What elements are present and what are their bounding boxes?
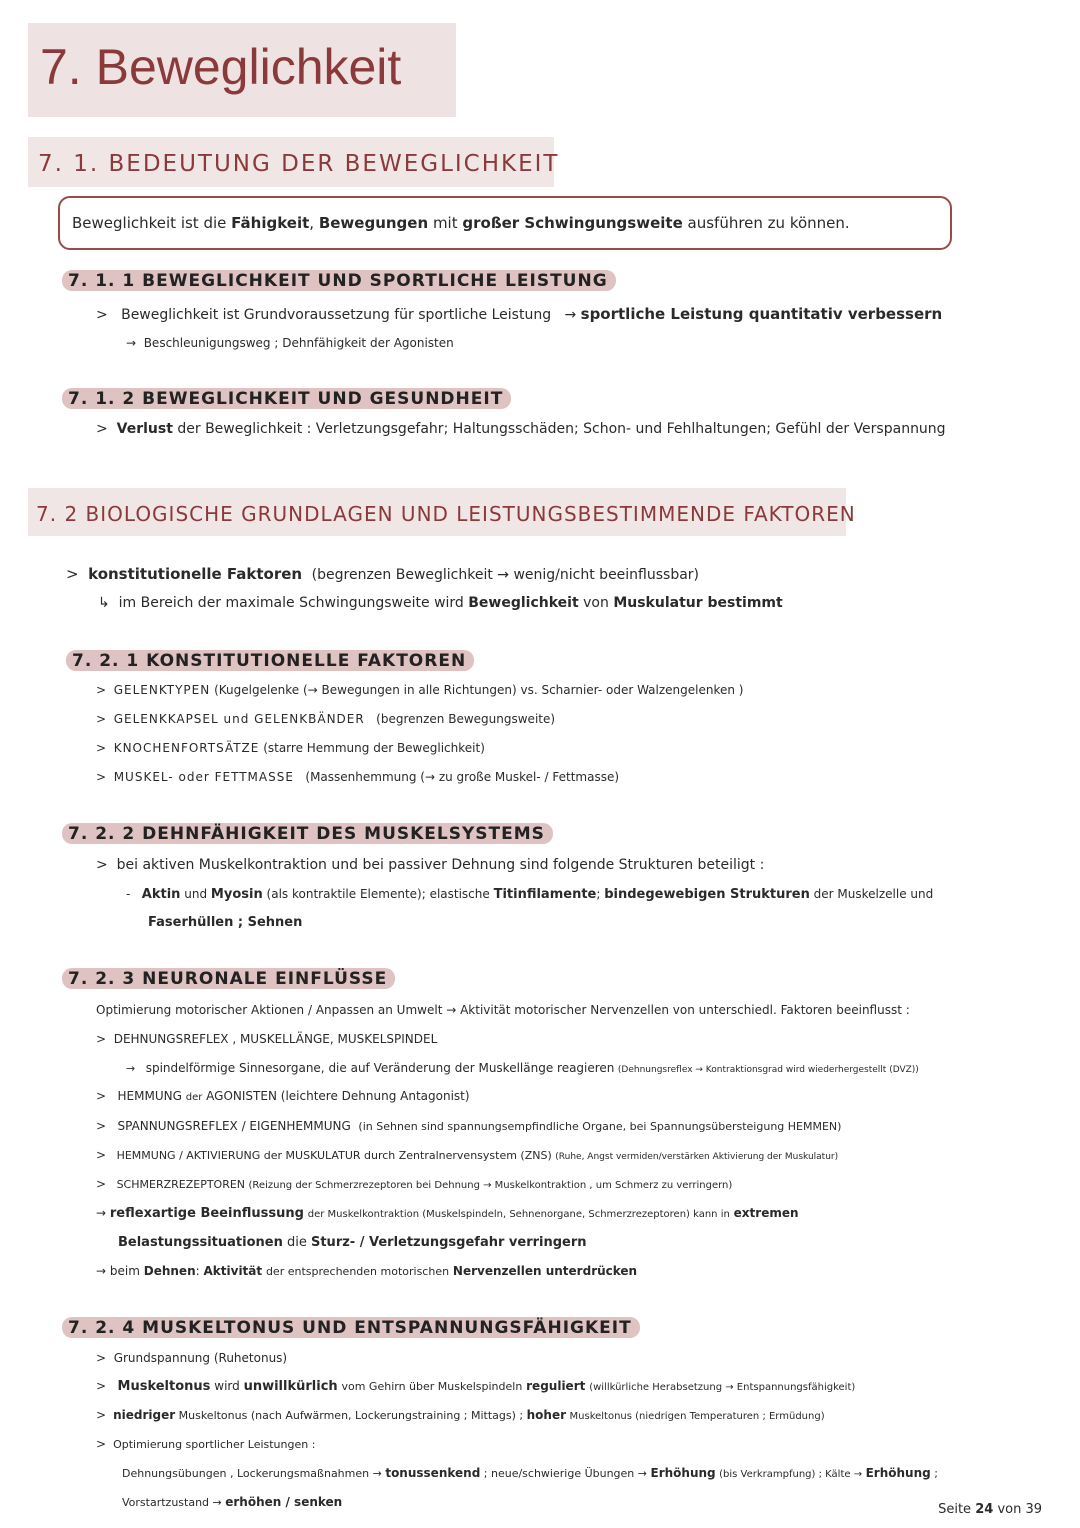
s722-line3: Faserhüllen ; Sehnen — [148, 915, 303, 930]
section-7-2-4-heading: 7. 2. 4 MUSKELTONUS UND ENTSPANNUNGSFÄHIGKEIT — [62, 1318, 640, 1338]
s711-line2: → Beschleunigungsweg ; Dehnfähigkeit der Agonisten — [126, 336, 454, 350]
s722-line1: > bei aktiven Muskelkontraktion und bei passiver Dehnung sind folgende Strukturen beteiligt : — [96, 857, 765, 873]
s723-item3: > SPANNUNGSREFLEX / EIGENHEMMUNG (in Sehnen sind spannungsempfindliche Organe, bei Spannungsübersteigung HEMMEN) — [96, 1119, 842, 1133]
s724-line3: > niedriger Muskeltonus (nach Aufwärmen, Lockerungstraining ; Mittags) ; hoher Muskeltonus (niedrigen Temperaturen ; Ermüdung) — [96, 1408, 825, 1422]
section-7-1-heading: 7. 1. BEDEUTUNG DER BEWEGLICHKEIT — [38, 151, 560, 177]
s723-intro: Optimierung motorischer Aktionen / Anpassen an Umwelt → Aktivität motorischer Nervenzellen von unterschiedl. Faktoren beeinflusst : — [96, 1003, 910, 1017]
s72-line2: ↳ im Bereich der maximale Schwingungsweite wird Beweglichkeit von Muskulatur bestimmt — [98, 595, 783, 611]
section-7-1-2-heading: 7. 1. 2 BEWEGLICHKEIT UND GESUNDHEIT — [62, 389, 511, 409]
s723-result3: → beim Dehnen: Aktivität der entsprechenden motorischen Nervenzellen unterdrücken — [96, 1264, 638, 1278]
s724-line6: Vorstartzustand → erhöhen / senken — [122, 1495, 343, 1509]
section-7-1-1-heading: 7. 1. 1 BEWEGLICHKEIT UND SPORTLICHE LEISTUNG — [62, 271, 616, 291]
definition-text: Beweglichkeit ist die Fähigkeit, Bewegungen mit großer Schwingungsweite ausführen zu können. — [72, 214, 850, 232]
list-item: > MUSKEL- oder FETTMASSE (Massenhemmung (→ zu große Muskel- / Fettmasse) — [96, 770, 620, 784]
section-7-2-3-heading: 7. 2. 3 NEURONALE EINFLÜSSE — [62, 969, 395, 989]
list-item: > KNOCHENFORTSÄTZE (starre Hemmung der Beweglichkeit) — [96, 741, 485, 755]
s711-line1: > Beweglichkeit ist Grundvoraussetzung für sportliche Leistung → sportliche Leistung quantitativ verbessern — [96, 305, 943, 323]
s723-item1-sub: → spindelförmige Sinnesorgane, die auf Veränderung der Muskellänge reagieren (Dehnungsreflex → Kontraktionsgrad wird wiederhergestellt (DVZ)) — [126, 1061, 919, 1075]
s72-line1: > konstitutionelle Faktoren (begrenzen Beweglichkeit → wenig/nicht beeinflussbar) — [66, 565, 700, 583]
s724-line1: > Grundspannung (Ruhetonus) — [96, 1351, 288, 1365]
section-7-2-heading: 7. 2 BIOLOGISCHE GRUNDLAGEN UND LEISTUNGSBESTIMMENDE FAKTOREN — [36, 502, 856, 526]
section-7-2-1-heading: 7. 2. 1 KONSTITUTIONELLE FAKTOREN — [66, 651, 474, 671]
list-item: > GELENKTYPEN (Kugelgelenke (→ Bewegungen in alle Richtungen) vs. Scharnier- oder Walzengelenken ) — [96, 683, 744, 697]
section-7-2-2-heading: 7. 2. 2 DEHNFÄHIGKEIT DES MUSKELSYSTEMS — [62, 824, 553, 844]
page-number: Seite 24 von 39 — [938, 1502, 1042, 1517]
s724-line2: > Muskeltonus wird unwillkürlich vom Gehirn über Muskelspindeln reguliert (willkürliche Herabsetzung → Entspannungsfähigkeit) — [96, 1379, 856, 1394]
s722-line2: - Aktin und Myosin (als kontraktile Elemente); elastische Titinfilamente; bindegewebigen Strukturen der Muskelzelle und — [126, 887, 934, 902]
s724-line5: Dehnungsübungen , Lockerungsmaßnahmen → tonussenkend ; neue/schwierige Übungen → Erhöhung (bis Verkrampfung) ; Kälte → Erhöhung ; — [122, 1466, 938, 1480]
s723-item5: > SCHMERZREZEPTOREN (Reizung der Schmerzrezeptoren bei Dehnung → Muskelkontraktion , um Schmerz zu verringern) — [96, 1177, 733, 1191]
s724-line4: > Optimierung sportlicher Leistungen : — [96, 1437, 316, 1451]
page-title: 7. Beweglichkeit — [40, 39, 402, 95]
s723-item2: > HEMMUNG der AGONISTEN (leichtere Dehnung Antagonist) — [96, 1089, 470, 1103]
s712-line1: > Verlust der Beweglichkeit : Verletzungsgefahr; Haltungsschäden; Schon- und Fehlhaltungen; Gefühl der Verspannung — [96, 421, 946, 437]
s723-item1: > DEHNUNGSREFLEX , MUSKELLÄNGE, MUSKELSPINDEL — [96, 1032, 438, 1046]
s723-result2: Belastungssituationen die Sturz- / Verletzungsgefahr verringern — [118, 1235, 587, 1250]
s723-result1: → reflexartige Beeinflussung der Muskelkontraktion (Muskelspindeln, Sehnenorgane, Schmerzrezeptoren) kann in extremen — [96, 1206, 799, 1221]
list-item: > GELENKKAPSEL und GELENKBÄNDER (begrenzen Bewegungsweite) — [96, 712, 556, 726]
s723-item4: > HEMMUNG / AKTIVIERUNG der MUSKULATUR durch Zentralnervensystem (ZNS) (Ruhe, Angst vermiden/verstärken Aktivierung der Muskulatur) — [96, 1148, 839, 1162]
